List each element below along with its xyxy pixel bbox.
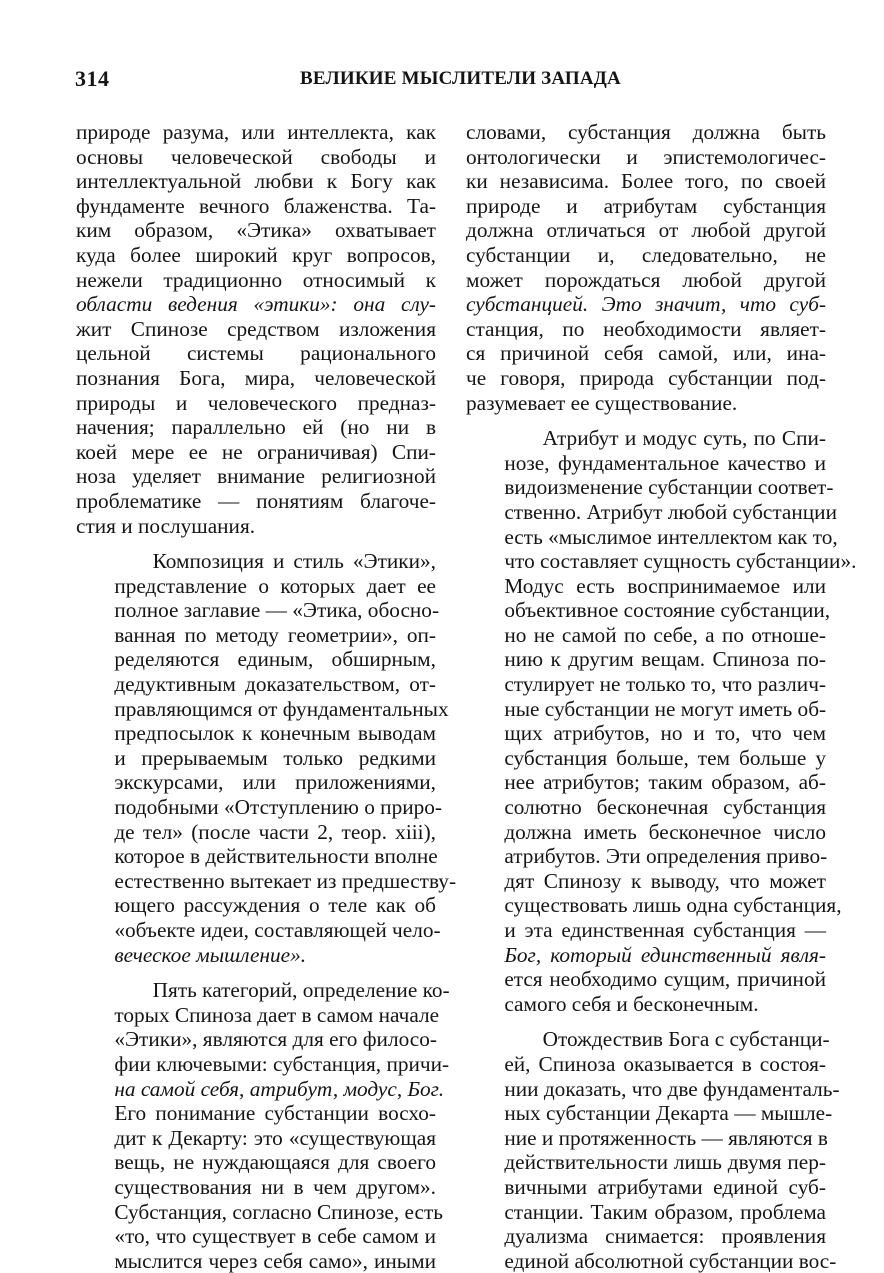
text-line: разумевает ее существование. [466, 390, 738, 415]
text-line: единой абсолютной субстанции вос- [504, 1248, 837, 1273]
paragraph-4 [466, 120, 826, 415]
text-line: стулирует не только то, что различ- [504, 672, 826, 697]
text-line: ки независима. Более того, по своей [466, 169, 826, 194]
text-line: существовать лишь одна субстанция, [504, 893, 842, 918]
text-line-italic: субстанцией. Это значит, что суб- [466, 292, 826, 317]
text-line: субстанция больше, тем больше у [504, 745, 826, 770]
text-line: ние и протяженность — являются в [504, 1125, 828, 1150]
text-line: ванная по методу геометрии», оп- [114, 622, 436, 647]
text-line: которое в действительности вполне [114, 844, 438, 869]
text-line: «объекте идеи, составляющей чело- [114, 918, 441, 942]
text-line: действительности лишь двумя пер- [504, 1150, 826, 1175]
text-line: правляющимся от фундаментальных [114, 696, 449, 721]
text-line: ределяются единым, обширным, [114, 647, 436, 672]
text-line: ных субстанции Декарта — мышле- [504, 1101, 833, 1126]
text-line: природе разума, или интеллекта, как [76, 120, 436, 144]
text-line: и прерываемым только редкими [114, 745, 436, 770]
text-line: проблематике — понятиям благоче- [76, 488, 436, 513]
text-line: фундаменте вечного блаженства. Та- [76, 193, 436, 218]
text-line: интеллектуальной любви к Богу как [76, 169, 436, 194]
text-line: атрибутов. Эти определения приво- [504, 844, 828, 869]
text-line: существования ни в чем другом». [114, 1174, 436, 1199]
text-line: ные субстанции не могут иметь об- [504, 696, 827, 721]
text-line: Атрибут и модус суть, по Спи- [542, 426, 826, 451]
text-line: субстанции и, следовательно, не [466, 242, 826, 267]
text-line: Субстанция, согласно Спинозе, есть [114, 1199, 443, 1224]
text-line: дят Спинозу к выводу, что может [504, 868, 826, 893]
paragraph-5 [466, 426, 857, 1016]
text-line: полное заглавие — «Этика, обосно- [114, 598, 440, 623]
text-line: щих атрибутов, но и то, что чем [504, 721, 826, 746]
text-line: самого себя и бесконечным. [504, 991, 759, 1016]
paragraph-3 [76, 978, 450, 1273]
text-line: Пять категорий, определение ко- [152, 978, 450, 1003]
page-number: 314 [75, 66, 110, 91]
text-line: словами, субстанция должна быть [466, 120, 826, 144]
text-line-italic: на самой себя, атрибут, модус, Бог. [114, 1076, 445, 1101]
text-line: «то, что существует в себе самом и [114, 1224, 436, 1249]
text-line: ким образом, «Этика» охватывает [76, 218, 436, 243]
text-line: что составляет сущность субстанции». [504, 549, 857, 574]
text-line: нии доказать, что две фундаменталь- [504, 1076, 840, 1101]
text-line: вещь, не нуждающаяся для своего [114, 1150, 436, 1175]
text-line: естественно вытекает из предшеству- [114, 868, 457, 893]
text-line: нежели традиционно относимый к [76, 267, 436, 292]
text-line: вичными атрибутами единой суб- [504, 1174, 826, 1199]
text-line: Отождествив Бога с субстанци- [542, 1027, 830, 1052]
text-line: природе и атрибутам субстанция [466, 193, 826, 218]
text-line: предпосылок к конечным выводам [114, 721, 436, 746]
text-line-italic: области ведения «этики»: она слу- [76, 292, 436, 317]
text-line: нозе, фундаментальное качество и [504, 450, 826, 475]
text-line: цельной системы рационального [76, 341, 436, 366]
text-line-italic: Бог, который единственный явля- [504, 942, 826, 967]
text-line: представление о которых дает ее [114, 573, 436, 598]
text-line: куда более широкий круг вопросов, [76, 242, 436, 267]
text-line: дедуктивным доказательством, от- [114, 672, 436, 697]
text-line: природы и человеческого предназ- [76, 390, 436, 415]
text-line: ся причиной себя самой, или, ина- [466, 341, 826, 366]
text-line: нее атрибутов; таким образом, аб- [504, 770, 826, 795]
text-line: онтологически и эпистемологичес- [466, 144, 826, 169]
text-line: и эта единственная субстанция — [504, 918, 826, 942]
text-line: ется необходимо сущим, причиной [504, 967, 826, 992]
text-line: должна иметь бесконечное число [504, 819, 826, 844]
paragraph-6 [466, 1027, 840, 1273]
text-line: Композиция и стиль «Этики», [152, 549, 436, 574]
text-line: начения; параллельно ей (но ни в [76, 415, 436, 440]
text-line: станции. Таким образом, проблема [504, 1199, 826, 1224]
right-column [466, 120, 857, 1273]
text-line: фии ключевыми: субстанция, причи- [114, 1051, 450, 1076]
paragraph-2 [76, 549, 457, 967]
text-line: дуализма снимается: проявления [504, 1224, 826, 1249]
text-line: жит Спинозе средством изложения [76, 316, 436, 341]
text-line: Его понимание субстанции восхо- [114, 1101, 436, 1126]
text-line: может порождаться любой другой [466, 267, 826, 292]
text-line: мыслится через себя само», иными [114, 1248, 436, 1273]
text-line: дит к Декарту: это «существующая [114, 1125, 436, 1150]
paragraph-1 [76, 120, 436, 538]
text-line: де тел» (после части 2, теор. xiii), [114, 819, 436, 844]
text-line: нию к другим вещам. Спиноза по- [504, 647, 826, 672]
text-line: видоизменение субстанции соответ- [504, 475, 834, 500]
text-line: Модус есть воспринимаемое или [504, 573, 826, 598]
text-line: станция, по необходимости являет- [466, 316, 826, 341]
text-line: ющего рассуждения о теле как об [114, 893, 436, 918]
text-line: ей, Спиноза оказывается в состоя- [504, 1051, 826, 1076]
text-line: «Этики», являются для его филосо- [114, 1027, 437, 1052]
text-line: солютно бесконечная субстанция [504, 795, 826, 820]
text-line: экскурсами, или приложениями, [114, 770, 436, 795]
text-line: че говоря, природа субстанции под- [466, 365, 826, 390]
running-head: ВЕЛИКИЕ МЫСЛИТЕЛИ ЗАПАДА [300, 68, 621, 89]
text-line: ноза уделяет внимание религиозной [76, 464, 436, 489]
text-line: стия и послушания. [76, 513, 256, 538]
text-line: познания Бога, мира, человеческой [76, 365, 436, 390]
text-line: ственно. Атрибут любой субстанции [504, 499, 837, 524]
text-line: есть «мыслимое интеллектом как то, [504, 524, 838, 549]
left-column [76, 120, 457, 1273]
text-line-italic: веческое мышление». [114, 942, 307, 967]
text-line: коей мере ее не ограничивая) Спи- [76, 439, 436, 464]
text-line: объективное состояние субстанции, [504, 598, 831, 623]
text-line: должна отличаться от любой другой [466, 218, 826, 243]
text-line: основы человеческой свободы и [76, 144, 436, 169]
text-line: подобными «Отступлению о приро- [114, 795, 443, 820]
text-line: торых Спиноза дает в самом начале [114, 1002, 440, 1027]
text-line: но не самой по себе, а по отноше- [504, 622, 826, 647]
